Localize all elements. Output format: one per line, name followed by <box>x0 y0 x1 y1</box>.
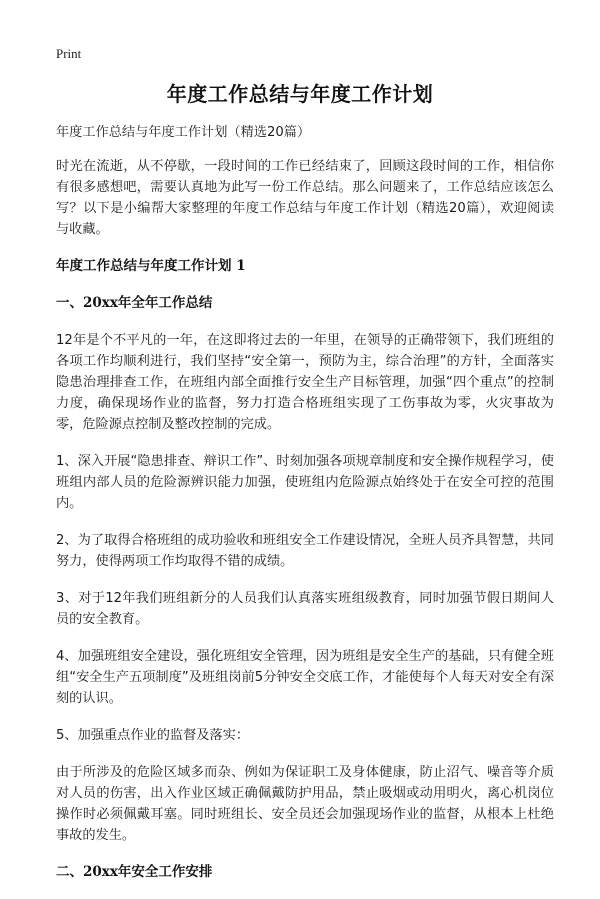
list-item-4: 4、加强班组安全建设，强化班组安全管理，因为班组是安全生产的基础，只有健全班组“安全生产五项制度”及班组岗前5分钟安全交底工作，才能使每个人每天对安全有深刻的认识。 <box>56 649 554 706</box>
print-link[interactable]: Print <box>56 46 82 61</box>
page-title: 年度工作总结与年度工作计划 <box>166 82 434 106</box>
article-subtitle: 年度工作总结与年度工作计划（精选20篇） <box>56 125 311 140</box>
section-heading: 年度工作总结与年度工作计划 1 <box>56 258 246 274</box>
intro-paragraph: 时光在流逝，从不停歇，一段时间的工作已经结束了，回顾这段时间的工作，相信你有很多感想吧，需要认真地为此写一份工作总结。那么问题来了，工作总结应该怎么写？以下是小编帮大家整理的年度工作总结与年度工作计划（精选20篇），欢迎阅读与收藏。 <box>56 159 554 237</box>
part1-heading: 一、20xx年全年工作总结 <box>56 295 213 311</box>
list-item-5: 5、加强重点作业的监督及落实： <box>56 728 250 743</box>
list-item-2: 2、为了取得合格班组的成功验收和班组安全工作建设情况，全班人员齐具智慧，共同努力，使得两项工作均取得不错的成绩。 <box>56 533 554 569</box>
part2-heading: 二、20xx年安全工作安排 <box>56 864 213 880</box>
article-body <box>56 122 554 899</box>
list-item-3: 3、对于12年我们班组新分的人员我们认真落实班组级教育，同时加强节假日期间人员的安全教育。 <box>56 591 554 627</box>
part1-paragraph: 12年是个不平凡的一年，在这即将过去的一年里，在领导的正确带领下，我们班组的各项工作均顺利进行，我们坚持“安全第一，预防为主，综合治理”的方针，全面落实隐患治理排查工作，在班组内部全面推行安全生产目标管理，加强“四个重点”的控制力度，确保现场作业的监督，努力打造合格班组实现了工伤事故为零，火灾事故为零，危险源点控制及整改控制的完成。 <box>56 333 554 432</box>
list-item-1: 1、深入开展“隐患排查、辩识工作”、时刻加强各项规章制度和安全操作规程学习，使班组内部人员的危险源辨识能力加强，使班组内危险源点始终处于在安全可控的范围内。 <box>56 454 554 511</box>
item5-paragraph: 由于所涉及的危险区域多而杂、例如为保证职工及身体健康，防止沼气、噪音等介质对人员的伤害，出入作业区域正确佩戴防护用品，禁止吸烟或动用明火，离心机岗位操作时必须佩戴耳塞。同时班组长、安全员还会加强现场作业的监督，从根本上杜绝事故的发生。 <box>56 765 554 843</box>
